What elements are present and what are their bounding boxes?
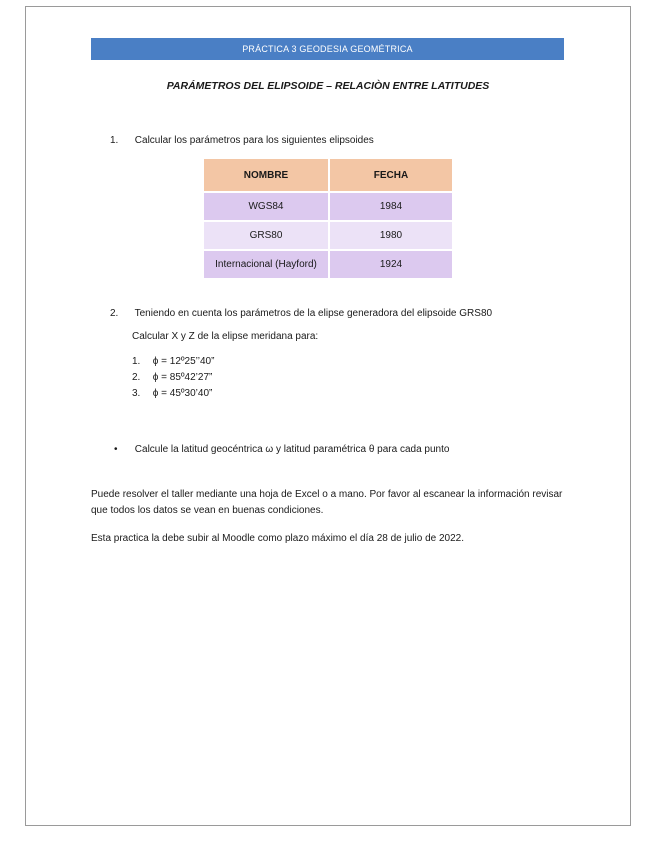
cell-fecha: 1924 bbox=[329, 250, 452, 279]
table-header-row bbox=[204, 159, 452, 192]
latitude-point bbox=[132, 372, 212, 383]
subtitle: PARÁMETROS DEL ELIPSOIDE – RELACIÒN ENTRE LATITUDES bbox=[166, 80, 490, 92]
cell-nombre: GRS80 bbox=[204, 221, 329, 250]
list-item-2 bbox=[110, 308, 492, 319]
bullet-text: Calcule la latitud geocéntrica ω y latitud paramétrica θ para cada punto bbox=[134, 444, 450, 455]
document-page bbox=[25, 6, 631, 826]
point-value: ϕ = 45º30’40” bbox=[152, 388, 213, 399]
bullet-item bbox=[114, 444, 449, 455]
column-header-nombre: NOMBRE bbox=[204, 159, 329, 192]
list-number: 1. bbox=[110, 135, 119, 146]
latitude-point bbox=[132, 388, 212, 399]
cell-fecha: 1980 bbox=[329, 221, 452, 250]
table-row bbox=[204, 250, 452, 279]
list-text: Teniendo en cuenta los parámetros de la elipse generadora del elipsoide GRS80 bbox=[134, 308, 493, 319]
list-text: Calcular los parámetros para los siguientes elipsoides bbox=[134, 135, 374, 146]
list-number: 2. bbox=[110, 308, 119, 319]
deadline-paragraph: Esta practica la debe subir al Moodle como plazo máximo el día 28 de julio de 2022. bbox=[91, 533, 464, 544]
point-number: 1. bbox=[132, 356, 141, 367]
header-title: PRÁCTICA 3 GEODESIA GEOMÉTRICA bbox=[242, 44, 413, 54]
column-header-fecha: FECHA bbox=[329, 159, 452, 192]
cell-nombre: Internacional (Hayford) bbox=[204, 250, 329, 279]
latitude-point bbox=[132, 356, 214, 367]
point-value: ϕ = 85º42’27” bbox=[152, 372, 213, 383]
point-number: 2. bbox=[132, 372, 141, 383]
header-bar bbox=[91, 38, 564, 60]
instructions-paragraph: Puede resolver el taller mediante una hoja de Excel o a mano. Por favor al escanear la información revisar que todos los datos se vean en buenas condiciones. bbox=[91, 489, 563, 516]
point-value: ϕ = 12º25’’40” bbox=[152, 356, 215, 367]
cell-fecha: 1984 bbox=[329, 192, 452, 221]
table-row bbox=[204, 192, 452, 221]
cell-nombre: WGS84 bbox=[204, 192, 329, 221]
list-item-1 bbox=[110, 135, 374, 146]
point-number: 3. bbox=[132, 388, 141, 399]
bullet-icon: • bbox=[114, 444, 118, 455]
ellipsoid-table bbox=[204, 159, 452, 280]
list-item-2-followup: Calcular X y Z de la elipse meridana para: bbox=[132, 331, 319, 342]
table-row bbox=[204, 221, 452, 250]
